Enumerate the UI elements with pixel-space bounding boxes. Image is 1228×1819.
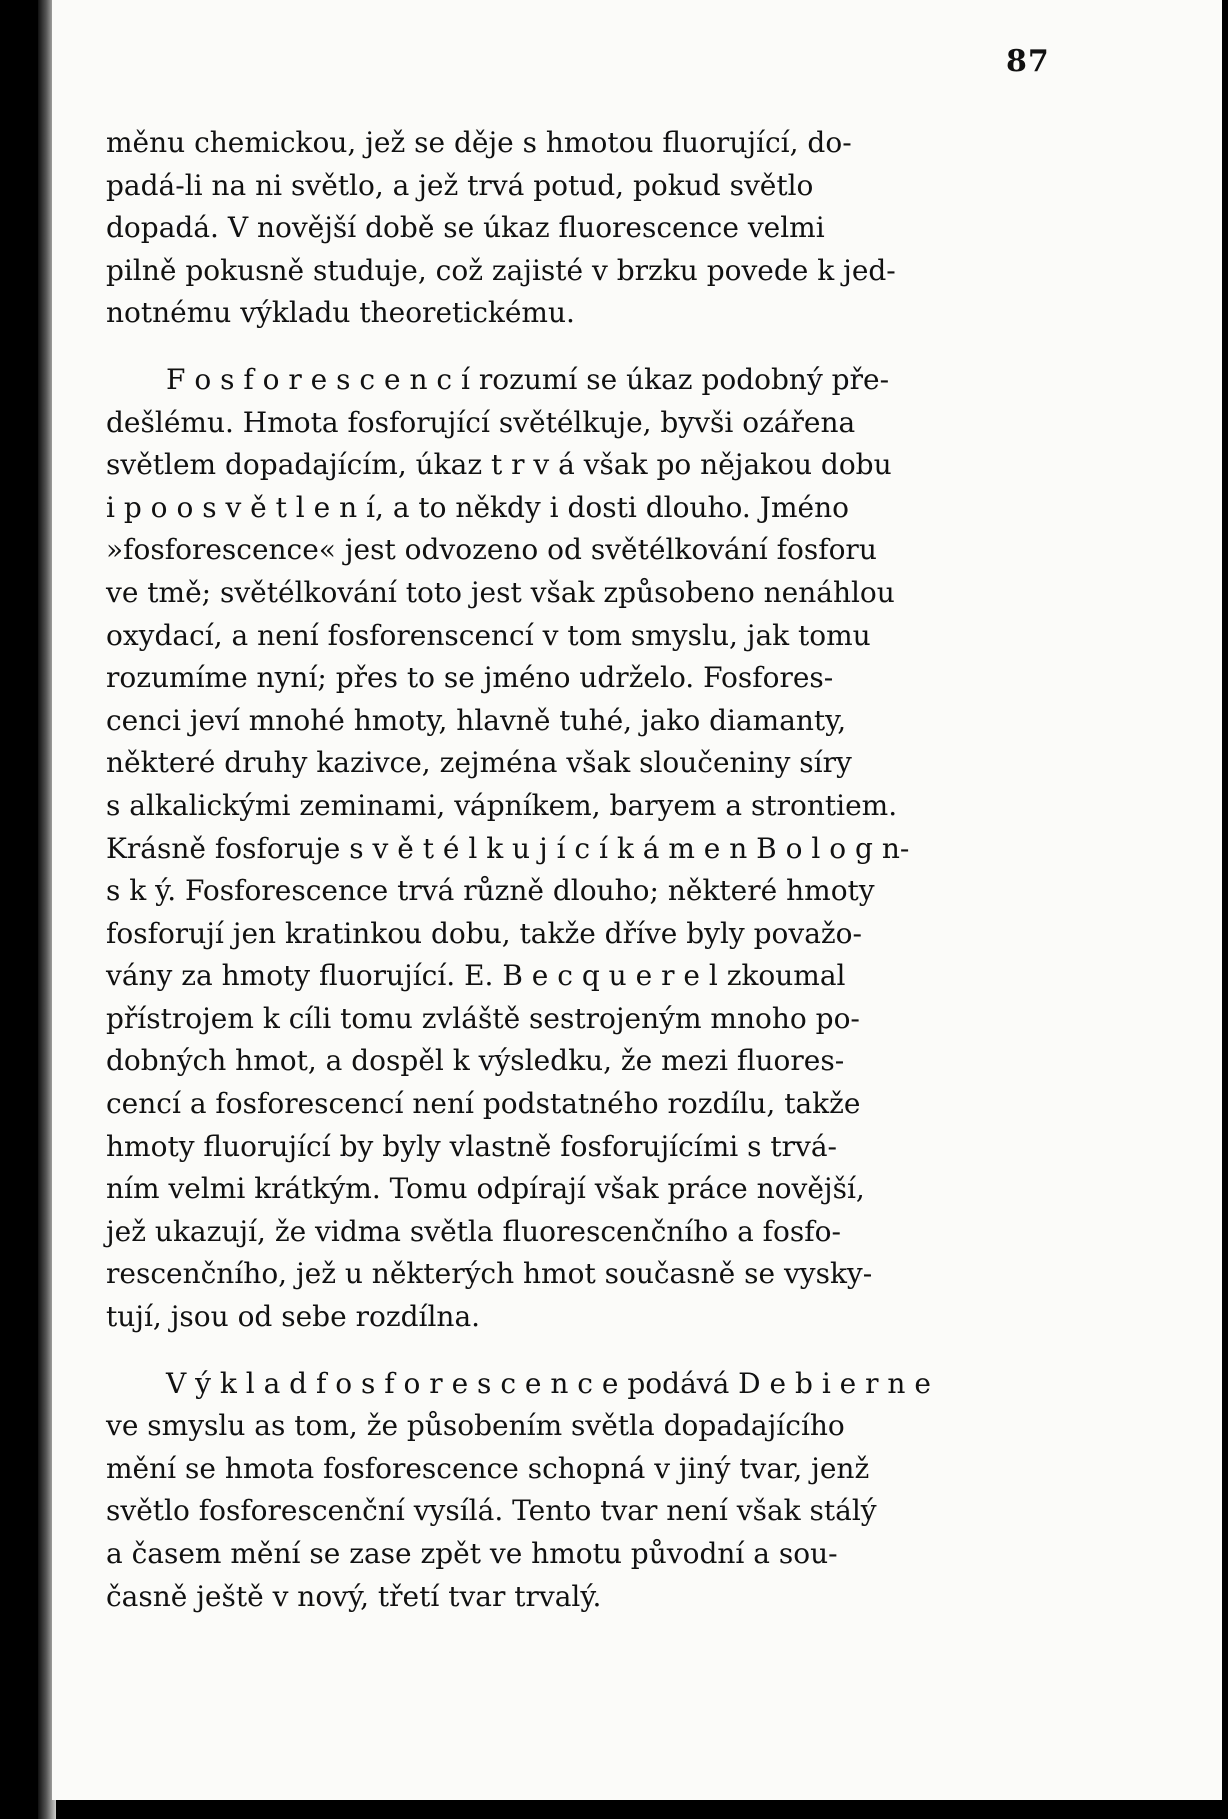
text-line: měnu chemickou, jež se děje s hmotou fluorující, do- <box>106 126 852 159</box>
text-line: přístrojem k cíli tomu zvláště sestrojeným mnoho po- <box>106 1001 860 1035</box>
text-line: »fosforescence« jest odvozeno od světélkování fosforu <box>106 533 877 567</box>
text-line: některé druhy kazivce, zejména však sloučeniny síry <box>106 746 852 780</box>
text-line: s alkalickými zeminami, vápníkem, baryem a strontiem. <box>106 788 898 822</box>
text-line: mění se hmota fosforescence schopná v jiný tvar, jenž <box>106 1451 870 1485</box>
paragraph-gap <box>106 335 1036 359</box>
text-line: a časem mění se zase zpět ve hmotu původní a sou- <box>106 1537 838 1570</box>
text-line: dopadá. V novější době se úkaz fluorescence velmi <box>106 211 825 245</box>
text-line: rescenčního, jež u některých hmot současně se vysky- <box>106 1257 873 1291</box>
page-number: 87 <box>1006 44 1050 79</box>
text-line: notnému výkladu theoretickému. <box>106 296 575 330</box>
text-line: Krásně fosforuje s v ě t é l k u j í c í k á m e n B o l o g n- <box>106 831 910 865</box>
text-line: tují, jsou od sebe rozdílna. <box>106 1300 481 1334</box>
paragraph-gap <box>106 1339 1036 1363</box>
text-line: s k ý. Fosforescence trvá různě dlouho; některé hmoty <box>106 874 875 908</box>
body-text <box>106 122 1036 1618</box>
text-line: cencí a fosforescencí není podstatného rozdílu, takže <box>106 1087 861 1121</box>
text-line: dobných hmot, a dospěl k výsledku, že mezi fluores- <box>106 1044 845 1078</box>
text-line: i p o o s v ě t l e n í, a to někdy i dosti dlouho. Jméno <box>106 490 849 524</box>
text-line: světlo fosforescenční vysílá. Tento tvar není však stálý <box>106 1494 877 1528</box>
text-line: pilně pokusně studuje, což zajisté v brzku povede k jed- <box>106 253 896 287</box>
text-line: padá-li na ni světlo, a jež trvá potud, pokud světlo <box>106 168 814 202</box>
text-line: F o s f o r e s c e n c í rozumí se úkaz podobný pře- <box>166 362 890 396</box>
text-line: cenci jeví mnohé hmoty, hlavně tuhé, jako diamanty, <box>106 703 847 737</box>
text-line: časně ještě v nový, třetí tvar trvalý. <box>106 1579 602 1613</box>
text-line: ve tmě; světélkování toto jest však způsobeno nenáhlou <box>106 575 895 609</box>
text-line: hmoty fluorující by byly vlastně fosforujícími s trvá- <box>106 1129 838 1163</box>
text-line: oxydací, a není fosforenscencí v tom smyslu, jak tomu <box>106 618 871 652</box>
text-line: ním velmi krátkým. Tomu odpírají však práce novější, <box>106 1172 865 1206</box>
text-line: fosforují jen kratinkou dobu, takže dříve byly považo- <box>106 916 862 950</box>
text-line: vány za hmoty fluorující. E. B e c q u e r e l zkoumal <box>106 959 846 993</box>
text-line: ve smyslu as tom, že působením světla dopadajícího <box>106 1409 845 1443</box>
text-line: světlem dopadajícím, úkaz t r v á však po nějakou dobu <box>106 448 892 482</box>
text-line: dešlému. Hmota fosforující světélkuje, byvši ozářena <box>106 405 856 439</box>
text-line: rozumíme nyní; přes to se jméno udrželo. Fosfores- <box>106 661 834 695</box>
text-line: jež ukazují, že vidma světla fluorescenčního a fosfo- <box>106 1214 841 1248</box>
text-line: V ý k l a d f o s f o r e s c e n c e podává D e b i e r n e <box>166 1366 931 1400</box>
